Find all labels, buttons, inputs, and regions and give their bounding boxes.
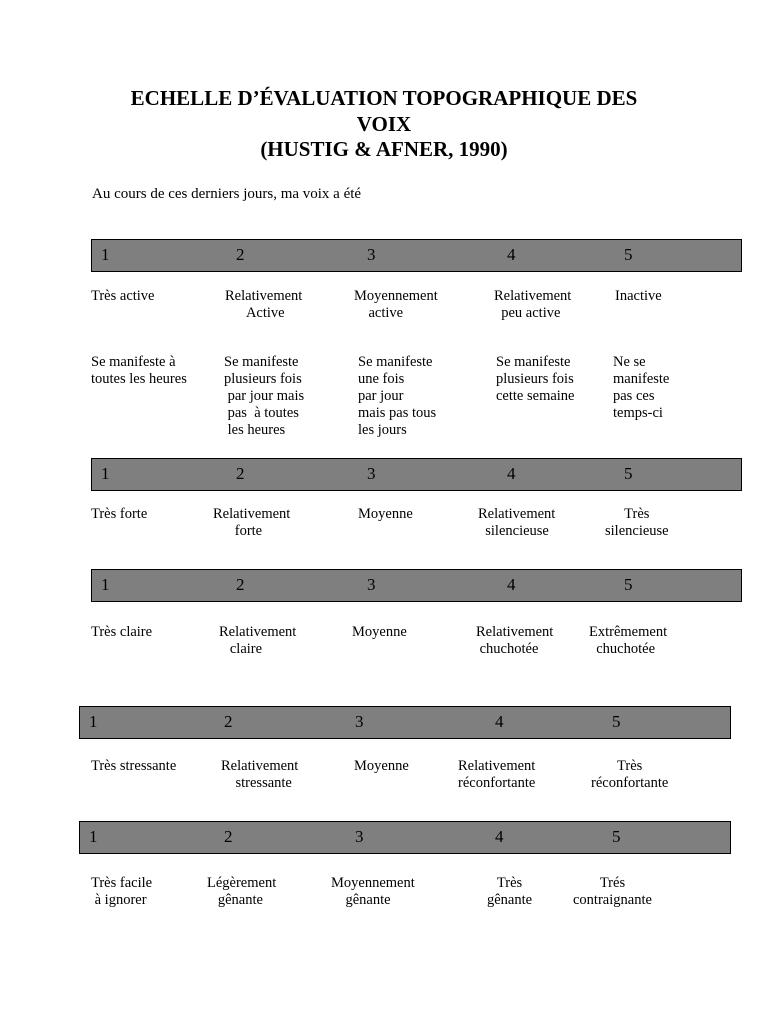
- scale-number-3: 3: [367, 575, 376, 594]
- scale-number-5: 5: [624, 464, 633, 483]
- scale-bar-clarity: [91, 569, 742, 602]
- scale-number-3: 3: [367, 464, 376, 483]
- scale-number-2: 2: [236, 464, 245, 483]
- scale-label: Relativement réconfortante: [458, 758, 536, 791]
- scale-number-1: 1: [101, 245, 110, 264]
- scale-bar-loudness: [91, 458, 742, 491]
- scale-label: Relativement peu active: [494, 288, 572, 321]
- frequency-label: Se manifeste une fois par jour mais pas tous les jours: [358, 354, 437, 438]
- title-line-2: VOIX: [356, 111, 412, 136]
- scale-number-3: 3: [355, 712, 364, 731]
- scale-number-4: 4: [507, 245, 516, 264]
- scale-number-4: 4: [495, 712, 504, 731]
- title-line-1: ECHELLE D’ÉVALUATION TOPOGRAPHIQUE DES: [130, 86, 638, 110]
- scale-number-5: 5: [612, 827, 621, 846]
- scale-label: Relativement forte: [213, 506, 291, 539]
- scale-bar-activity: [91, 239, 742, 272]
- scale-label: Inactive: [615, 288, 662, 304]
- title-line-3: (HUSTIG & AFNER, 1990): [260, 137, 508, 161]
- scale-number-1: 1: [89, 712, 98, 731]
- scale-label: Moyennement gênante: [331, 875, 415, 908]
- scale-number-3: 3: [355, 827, 364, 846]
- scale-label: Très stressante: [91, 758, 177, 774]
- scale-label: Moyennement active: [354, 288, 438, 321]
- scale-label: Très gênante: [487, 875, 533, 908]
- scale-label: Très active: [91, 288, 155, 304]
- scale-label: Très claire: [91, 624, 153, 640]
- scale-number-1: 1: [101, 464, 110, 483]
- scale-label: Moyenne: [354, 758, 409, 774]
- scale-label: Très forte: [91, 506, 148, 522]
- scale-number-4: 4: [507, 464, 516, 483]
- scale-label: Relativement silencieuse: [478, 506, 556, 539]
- scale-bar-intrusiveness: [79, 821, 731, 854]
- scale-number-4: 4: [507, 575, 516, 594]
- scale-label: Trés contraignante: [573, 875, 652, 908]
- scale-bar-stress: [79, 706, 731, 739]
- scale-number-2: 2: [236, 575, 245, 594]
- scale-number-2: 2: [224, 827, 233, 846]
- scale-label: Légèrement gênante: [207, 875, 277, 908]
- scale-label: Extrêmement chuchotée: [589, 624, 668, 657]
- scale-number-5: 5: [624, 575, 633, 594]
- scale-label: Relativement Active: [225, 288, 303, 321]
- scale-label: Très réconfortante: [591, 758, 669, 791]
- scale-number-1: 1: [89, 827, 98, 846]
- intro-text: Au cours de ces derniers jours, ma voix a été: [92, 186, 362, 202]
- scale-number-1: 1: [101, 575, 110, 594]
- scale-number-5: 5: [612, 712, 621, 731]
- scale-label: Relativement claire: [219, 624, 297, 657]
- scale-number-5: 5: [624, 245, 633, 264]
- scale-label: Moyenne: [352, 624, 407, 640]
- scale-number-2: 2: [236, 245, 245, 264]
- frequency-label: Se manifeste plusieurs fois cette semaine: [496, 354, 575, 404]
- scale-label: Très silencieuse: [605, 506, 669, 539]
- scale-label: Relativement stressante: [221, 758, 299, 791]
- frequency-label: Ne se manifeste pas ces temps-ci: [613, 354, 670, 421]
- scale-number-2: 2: [224, 712, 233, 731]
- scale-label: Relativement chuchotée: [476, 624, 554, 657]
- scale-number-4: 4: [495, 827, 504, 846]
- scale-number-3: 3: [367, 245, 376, 264]
- scale-label: Très facile à ignorer: [91, 875, 153, 908]
- scale-label: Moyenne: [358, 506, 413, 522]
- frequency-label: Se manifeste à toutes les heures: [91, 354, 187, 387]
- document-title: [80, 86, 688, 163]
- frequency-label: Se manifeste plusieurs fois par jour mais pas à toutes les heures: [224, 354, 305, 438]
